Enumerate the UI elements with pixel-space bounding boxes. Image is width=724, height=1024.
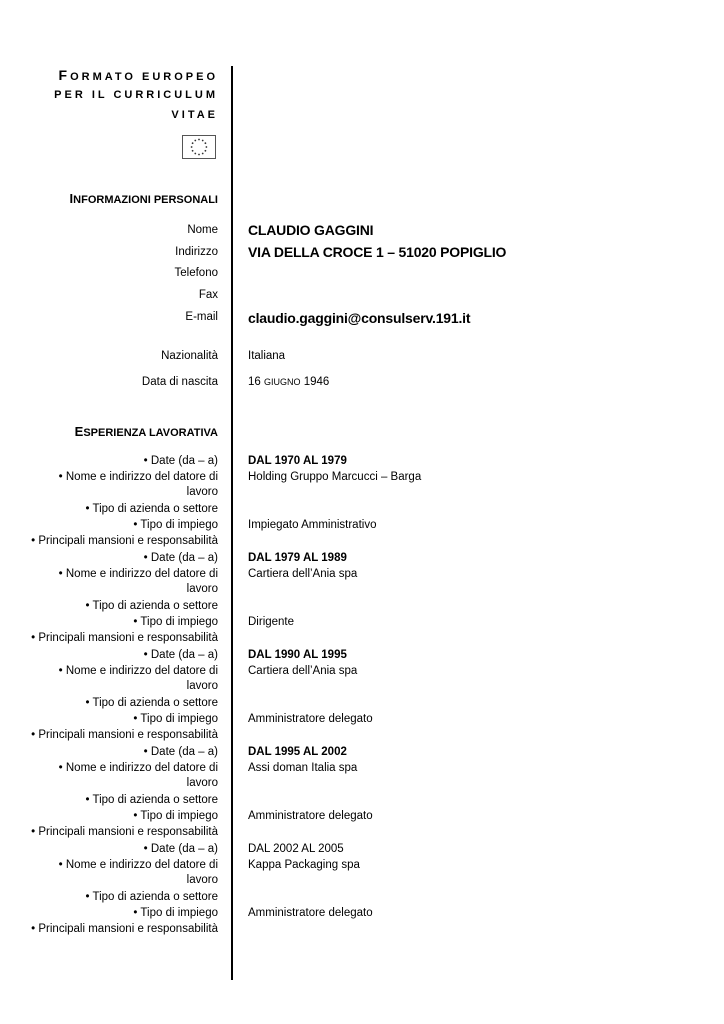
value-email[interactable]: claudio.gaggini@consulserv.191.it [248, 310, 471, 326]
label-job-type: • Tipo di impiego [133, 713, 218, 725]
label-dates: • Date (da – a) [143, 455, 218, 467]
value-job-type: Impiegato Amministrativo [248, 519, 377, 531]
label-address: Indirizzo [175, 246, 218, 258]
value-address: VIA DELLA CROCE 1 – 51020 POPIGLIO [248, 244, 507, 260]
cv-title-line-2: PER IL CURRICULUM [54, 89, 218, 101]
value-employer: Cartiera dell’Ania spa [248, 568, 358, 580]
label-duties: • Principali mansioni e responsabilità [31, 632, 218, 644]
label-sector: • Tipo di azienda o settore [85, 697, 218, 709]
section-title-personal: INFORMAZIONI PERSONALI [69, 191, 218, 206]
label-employer-cont: lavoro [186, 680, 218, 692]
cv-title-line-3: VITAE [171, 109, 218, 121]
label-job-type: • Tipo di impiego [133, 907, 218, 919]
label-employer: • Nome e indirizzo del datore di [58, 762, 218, 774]
label-employer: • Nome e indirizzo del datore di [58, 665, 218, 677]
column-divider [231, 66, 233, 980]
label-sector: • Tipo di azienda o settore [85, 794, 218, 806]
value-job-type: Amministratore delegato [248, 713, 373, 725]
value-job-type: Amministratore delegato [248, 810, 373, 822]
value-dates: DAL 1979 AL 1989 [248, 552, 347, 564]
label-birth-date: Data di nascita [141, 376, 218, 388]
label-employer: • Nome e indirizzo del datore di [58, 859, 218, 871]
value-employer: Assi doman Italia spa [248, 762, 358, 774]
value-dates: DAL 1995 AL 2002 [248, 746, 347, 758]
value-job-type: Dirigente [248, 616, 295, 628]
label-employer: • Nome e indirizzo del datore di [58, 471, 218, 483]
eu-flag-logo [182, 135, 216, 159]
label-duties: • Principali mansioni e responsabilità [31, 729, 218, 741]
value-nationality: Italiana [248, 350, 286, 362]
value-dates: DAL 2002 AL 2005 [248, 843, 344, 855]
label-dates: • Date (da – a) [143, 649, 218, 661]
label-employer-cont: lavoro [186, 777, 218, 789]
label-sector: • Tipo di azienda o settore [85, 891, 218, 903]
label-employer-cont: lavoro [186, 874, 218, 886]
label-sector: • Tipo di azienda o settore [85, 600, 218, 612]
section-title-experience: ESPERIENZA LAVORATIVA [74, 424, 218, 439]
label-duties: • Principali mansioni e responsabilità [31, 923, 218, 935]
value-employer: Kappa Packaging spa [248, 859, 360, 871]
label-phone: Telefono [174, 267, 218, 279]
label-dates: • Date (da – a) [143, 843, 218, 855]
label-job-type: • Tipo di impiego [133, 519, 218, 531]
label-fax: Fax [198, 289, 218, 301]
label-email: E-mail [185, 311, 218, 323]
cv-title-line-1: FORMATO EUROPEO [58, 67, 218, 83]
value-dates: DAL 1970 AL 1979 [248, 455, 347, 467]
label-job-type: • Tipo di impiego [133, 810, 218, 822]
value-dates: DAL 1990 AL 1995 [248, 649, 347, 661]
value-birth-date: 16 GIUGNO 1946 [248, 376, 330, 388]
label-employer: • Nome e indirizzo del datore di [58, 568, 218, 580]
label-employer-cont: lavoro [186, 486, 218, 498]
value-job-type: Amministratore delegato [248, 907, 373, 919]
label-duties: • Principali mansioni e responsabilità [31, 535, 218, 547]
value-name: CLAUDIO GAGGINI [248, 222, 374, 238]
label-dates: • Date (da – a) [143, 746, 218, 758]
value-employer: Holding Gruppo Marcucci – Barga [248, 471, 422, 483]
label-employer-cont: lavoro [186, 583, 218, 595]
label-name: Nome [187, 224, 218, 236]
label-duties: • Principali mansioni e responsabilità [31, 826, 218, 838]
label-sector: • Tipo di azienda o settore [85, 503, 218, 515]
label-nationality: Nazionalità [161, 350, 218, 362]
label-dates: • Date (da – a) [143, 552, 218, 564]
value-employer: Cartiera dell’Ania spa [248, 665, 358, 677]
label-job-type: • Tipo di impiego [133, 616, 218, 628]
